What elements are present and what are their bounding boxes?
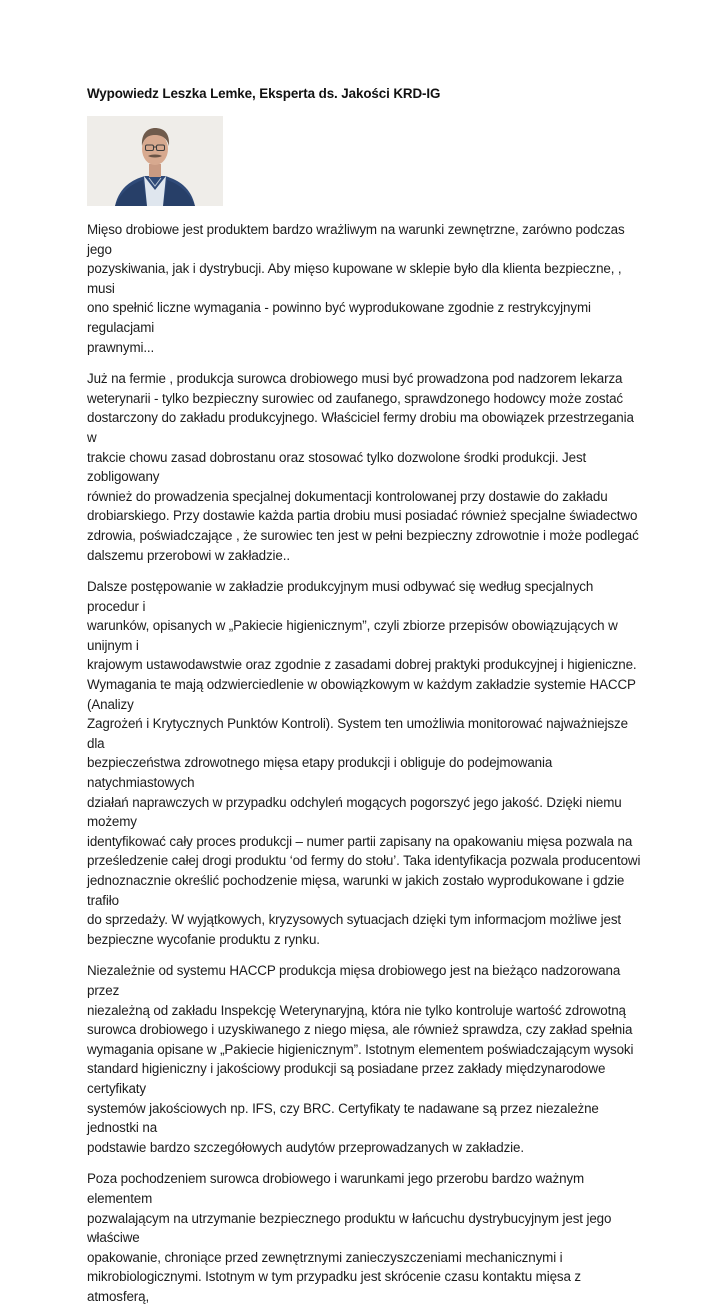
text-line: surowca drobiowego i uzyskiwanego z niego mięsa, ale również sprawdza, czy zakład spełnia — [87, 1022, 633, 1038]
text-line: Dalsze postępowanie w zakładzie produkcyjnym musi odbywać się według specjalnych procedur i — [87, 579, 594, 614]
text-line: mikrobiologicznymi. Istotnym w tym przypadku jest skrócenie czasu kontaktu mięsa z atmosferą, — [87, 1269, 581, 1304]
text-line: niezależną od zakładu Inspekcję Weterynaryjną, która nie tylko kontroluje wartość zdrowotną — [87, 1002, 626, 1018]
portrait-image — [87, 116, 223, 206]
paragraph-3 — [87, 577, 642, 949]
text-line: bezpieczne wycofanie produktu z rynku. — [87, 931, 320, 947]
text-line: Wymagania te mają odzwierciedlenie w obowiązkowym w każdym zakładzie systemie HACCP (Analizy — [87, 677, 636, 712]
text-line: zdrowia, poświadczające , że surowiec ten jest w pełni bezpieczny zdrowotnie i może podlegać — [87, 527, 639, 543]
text-line: Niezależnie od systemu HACCP produkcja mięsa drobiowego jest na bieżąco nadzorowana przez — [87, 963, 621, 998]
text-line: wymagania opisane w „Pakiecie higienicznym”. Istotnym elementem poświadczającym wysoki — [87, 1041, 634, 1057]
text-line: systemów jakościowych np. IFS, czy BRC. Certyfikaty te nadawane są przez niezależne jednostki na — [87, 1100, 599, 1136]
paragraph-2 — [87, 369, 642, 565]
text-line: drobiarskiego. Przy dostawie każda partia drobiu musi posiadać również specjalne świadectwo — [87, 508, 638, 524]
paragraph-1 — [87, 220, 642, 357]
text-line: standard higieniczny i jakościowy produkcji są posiadane przez zakłady międzynarodowe certyfikaty — [87, 1061, 606, 1096]
text-line: bezpieczeństwa zdrowotnego mięsa etapy produkcji i obliguje do podejmowania natychmiastowych — [87, 755, 553, 791]
article-body — [87, 220, 642, 1306]
paragraph-5 — [87, 1169, 642, 1306]
text-line: Mięso drobiowe jest produktem bardzo wrażliwym na warunki zewnętrzne, zarówno podczas jego — [87, 222, 625, 257]
text-line: do sprzedaży. W wyjątkowych, kryzysowych sytuacjach dzięki tym informacjom możliwe jest — [87, 912, 622, 928]
text-line: pozwalającym na utrzymanie bezpiecznego produktu w łańcuchu dystrybucyjnym jest jego właściwe — [87, 1210, 612, 1246]
text-line: podstawie bardzo szczegółowych audytów przeprowadzanych w zakładzie. — [87, 1139, 524, 1155]
text-line: również do prowadzenia specjalnej dokumentacji kontrolowanej przy dostawie do zakładu — [87, 488, 608, 504]
text-line: Już na fermie , produkcja surowca drobiowego musi być prowadzona pod nadzorem lekarza — [87, 371, 623, 387]
text-line: trakcie chowu zasad dobrostanu oraz stosować tylko dozwolone środki produkcji. Jest zobligowany — [87, 449, 587, 485]
text-line: dalszemu przerobowi w zakładzie.. — [87, 547, 290, 563]
text-line: Poza pochodzeniem surowca drobiowego i warunkami jego przerobu bardzo ważnym elementem — [87, 1171, 585, 1206]
text-line: opakowanie, chroniące przed zewnętrznymi zanieczyszczeniami mechanicznymi i — [87, 1249, 563, 1265]
text-line: ono spełnić liczne wymagania - powinno być wyprodukowane zgodnie z restrykcyjnymi regulacjami — [87, 300, 591, 335]
text-line: identyfikować cały proces produkcji – numer partii zapisany na opakowaniu mięsa pozwala na — [87, 833, 633, 849]
text-line: prawnymi... — [87, 339, 155, 355]
text-line: krajowym ustawodawstwie oraz zgodnie z zasadami dobrej praktyki produkcyjnej i higieniczne. — [87, 657, 637, 673]
text-line: prześledzenie całej drogi produktu ‘od fermy do stołu’. Taka identyfikacja pozwala producentowi — [87, 853, 641, 869]
text-line: dostarczony do zakładu produkcyjnego. Właściciel fermy drobiu ma obowiązek przestrzegania w — [87, 410, 634, 445]
text-line: pozyskiwania, jak i dystrybucji. Aby mięso kupowane w sklepie było dla klienta bezpieczne, , musi — [87, 261, 622, 296]
text-line: jednoznacznie określić pochodzenie mięsa, warunki w jakich zostało wyprodukowane i gdzie trafiło — [87, 873, 625, 908]
expert-portrait-photo — [87, 116, 223, 206]
text-line: działań naprawczych w przypadku odchyleń mogących pogorszyć jego jakość. Dzięki niemu możemy — [87, 794, 622, 830]
document-title: Wypowiedz Leszka Lemke, Eksperta ds. Jakości KRD-IG — [87, 86, 441, 101]
text-line: warunków, opisanych w „Pakiecie higienicznym”, czyli zbiorze przepisów obowiązujących w unijnym i — [87, 618, 618, 653]
paragraph-4 — [87, 961, 642, 1157]
text-line: weterynarii - tylko bezpieczny surowiec od zaufanego, sprawdzonego hodowcy może zostać — [87, 390, 624, 406]
text-line: Zagrożeń i Krytycznych Punktów Kontroli). System ten umożliwia monitorować najważniejsze dla — [87, 716, 628, 751]
